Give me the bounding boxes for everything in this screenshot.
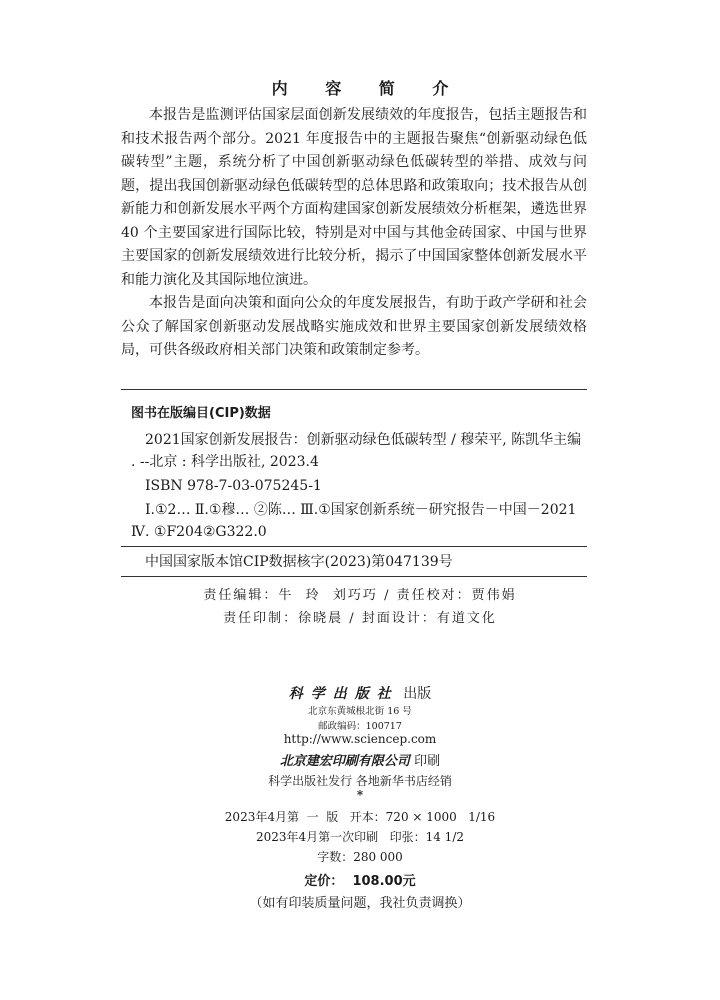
publisher-name: 科学出版社 (288, 686, 399, 702)
intro-line: 本报告是面向决策和面向公众的年度发展报告，有助于政产学研和社 (149, 295, 573, 311)
publisher-postcode: 邮政编码：100717 (318, 721, 402, 732)
page-title: 内 容 简 介 (271, 79, 465, 98)
intro-line: 格局，可供各级政府相关部门决策和政策制定参考。 (121, 318, 587, 358)
printer-line (0, 750, 720, 769)
cip-heading: 图书在版编目(CIP)数据 (131, 406, 271, 421)
cip-top-divider (121, 389, 587, 390)
cip-mid-divider (121, 546, 587, 547)
cip-bottom-divider (121, 576, 587, 577)
publisher-suffix: 出版 (403, 686, 432, 702)
intro-paragraph-2 (121, 292, 587, 363)
edition-info: 2023年4月第 一 版 开本：720 × 1000 1/16 (224, 810, 496, 824)
price: 定价： 108.00元 (304, 874, 416, 889)
editorial-credits-2: 责任印制：徐晓晨 / 封面设计：有道文化 (223, 611, 497, 626)
intro-line: 低碳转型”主题，系统分析了中国创新驱动绿色低碳转型的举措、成效与 (121, 130, 587, 170)
cip-publisher-line: . --北京 : 科学出版社, 2023.4 (131, 454, 319, 470)
distribution: 科学出版社发行 各地新华书店经销 (268, 774, 452, 788)
cip-classification-1: Ⅰ.①2… Ⅱ.①穆… ②陈… Ⅲ.①国家创新系统－研究报告－中国－2021 (145, 502, 577, 518)
separator-star: * (356, 788, 364, 802)
intro-line: 从创新能力和创新发展水平两个方面构建国家创新发展绩效分析框架，遴 (121, 177, 587, 217)
intro-line: 发展水平和能力演化及其国际地位演进。 (121, 248, 587, 288)
intro-line: 和和技术报告两个部分。2021 年度报告中的主题报告聚焦“创新驱动绿色 (121, 107, 587, 147)
word-count: 字数：280 000 (317, 850, 403, 864)
cip-classification-2: Ⅳ. ①F204②G322.0 (131, 524, 267, 540)
editorial-credits-1: 责任编辑：牛 玲 刘巧巧 / 责任校对：贾伟娟 (203, 588, 517, 603)
intro-line: 会公众了解国家创新驱动发展战略实施成效和世界主要国家创新发展绩效 (121, 295, 587, 335)
intro-line: 选世界 40 个主要国家进行国际比较，特别是对中国与其他金砖国家、中国 (121, 201, 587, 241)
intro-line: 与世界主要国家的创新发展绩效进行比较分析，揭示了中国国家整体创新 (121, 224, 588, 264)
publisher-address: 北京东黄城根北街 16 号 (308, 706, 412, 717)
introduction (121, 104, 587, 363)
publisher-url: http://www.sciencep.com (283, 732, 437, 746)
cip-record-number: 中国国家版本馆CIP数据核字(2023)第047139号 (145, 554, 453, 570)
printer-suffix: 印刷 (414, 754, 441, 769)
publisher-line (0, 683, 720, 703)
printing-info: 2023年4月第一次印刷 印张：14 1/2 (255, 830, 464, 844)
intro-paragraph-1 (121, 104, 587, 292)
cip-title-line: 2021国家创新发展报告：创新驱动绿色低碳转型 / 穆荣平, 陈凯华主编 (145, 432, 582, 448)
quality-notice: （如有印装质量问题，我社负责调换） (249, 896, 471, 911)
cip-isbn: ISBN 978-7-03-075245-1 (145, 478, 322, 494)
intro-line: 本报告是监测评估国家层面创新发展绩效的年度报告，包括主题报告 (149, 107, 573, 123)
printer-name: 北京建宏印刷有限公司 (279, 754, 410, 769)
intro-line: 问题，提出我国创新驱动绿色低碳转型的总体思路和政策取向；技术报告 (121, 154, 587, 194)
